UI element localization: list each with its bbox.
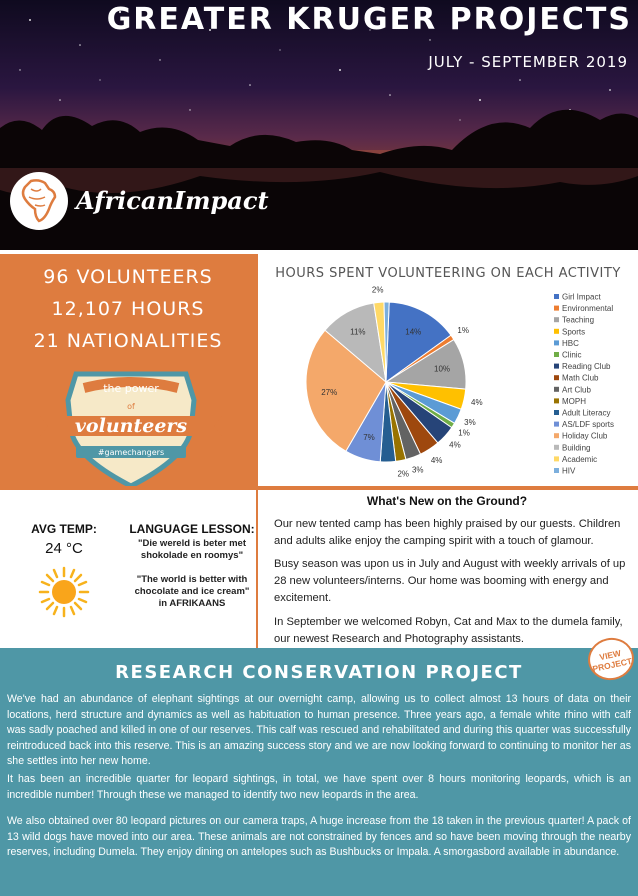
legend-label: HIV (562, 466, 576, 476)
badge-main-text: volunteers (74, 415, 188, 437)
pie-data-label: 3% (464, 418, 476, 428)
whats-new-panel (262, 490, 638, 648)
view-project-button[interactable]: VIEW PROJECT (584, 634, 638, 685)
legend-label: MOPH (562, 396, 586, 406)
legend-label: Academic (562, 454, 598, 464)
research-paragraph-1: We've had an abundance of elephant sightings at our overnight camp, allowing us to collect almost 13 hours of data on their locations, herd structure and dynamics as well as habituation to human presence. Three years ago, a female white rhino with calf was sadly poached and killed in one of our reserves. This calf was rescued and rehabilitated and during this quarter was successfully reintroduced back into this reserve. This is an amazing success story and we are now looking forward to continuing to monitor her as she settles into her new home. (7, 693, 631, 767)
pie-chart (258, 254, 638, 486)
legend-swatch (554, 387, 559, 392)
pie-data-label: 27% (321, 387, 338, 397)
legend-swatch (554, 329, 559, 334)
hero-banner (0, 0, 638, 250)
legend-label: Math Club (562, 373, 599, 383)
legend-swatch (554, 294, 559, 299)
afrikaans-phrase: "Die wereld is beter met shokolade en roomys" (138, 538, 246, 561)
news-paragraph-2: Busy season was upon us in July and August with weekly arrivals of up 28 new volunteers/interns. Our home was booming with energy and excitement. (274, 558, 626, 604)
language-panel (128, 490, 256, 648)
chart-panel (258, 254, 638, 486)
badge-of-text: of (127, 402, 135, 411)
pie-data-label: 1% (457, 326, 469, 336)
legend-swatch (554, 340, 559, 345)
africa-logo-icon (10, 172, 68, 230)
nationalities-stat: 21 NATIONALITIES (33, 330, 223, 352)
english-translation: "The world is better with chocolate and ice cream" in AFRIKAANS (134, 574, 250, 609)
pie-data-label: 2% (397, 469, 410, 479)
pie-data-label: 3% (411, 465, 424, 475)
legend-swatch (554, 422, 559, 427)
legend-swatch (554, 433, 559, 438)
legend-swatch (554, 445, 559, 450)
chart-title: HOURS SPENT VOLUNTEERING ON EACH ACTIVITY (275, 266, 621, 281)
hours-stat: 12,107 HOURS (51, 298, 205, 320)
badge-tag-text: #gamechangers (97, 448, 165, 457)
legend-swatch (554, 468, 559, 473)
legend-label: Clinic (562, 350, 582, 360)
pie-data-label: 4% (430, 456, 443, 466)
research-heading: RESEARCH CONSERVATION PROJECT (115, 662, 523, 683)
whats-new-heading: What's New on the Ground? (366, 494, 528, 508)
pie-data-label: 14% (405, 327, 422, 337)
research-paragraph-2: It has been an incredible quarter for leopard sightings, in total, we have spent over 8 hours monitoring leopards, which is an incredible number! Through these we managed to identify two new leopards in the area. (7, 773, 631, 801)
legend-swatch (554, 456, 559, 461)
legend-swatch (554, 352, 559, 357)
weather-panel (0, 490, 128, 648)
legend-label: Building (562, 443, 591, 453)
sun-icon (38, 566, 90, 618)
pie-data-label: 11% (350, 327, 366, 337)
legend-label: HBC (562, 338, 579, 348)
pie-data-label: 10% (434, 364, 451, 374)
pie-data-label: 4% (471, 398, 483, 408)
legend-label: Art Club (562, 385, 591, 395)
orange-vertical-divider (256, 254, 258, 648)
pie-data-label: 1% (458, 428, 470, 438)
legend-label: AS/LDF sports (562, 420, 615, 430)
legend-label: Holiday Club (562, 431, 608, 441)
badge-top-text: the power (103, 382, 159, 395)
language-lesson-label: LANGUAGE LESSON: (129, 522, 255, 536)
report-period: JULY - SEPTEMBER 2019 (428, 53, 628, 71)
legend-label: Reading Club (562, 362, 611, 372)
avg-temp-value: 24 °C (45, 540, 83, 557)
legend-swatch (554, 398, 559, 403)
legend-label: Sports (562, 327, 586, 337)
pie-data-label: 4% (449, 440, 461, 450)
legend-swatch (554, 410, 559, 415)
legend-swatch (554, 375, 559, 380)
avg-temp-label: AVG TEMP: (31, 522, 97, 536)
research-section (0, 648, 638, 896)
volunteers-stat: 96 VOLUNTEERS (43, 266, 213, 288)
legend-label: Teaching (562, 315, 595, 325)
news-paragraph-3: In September we welcomed Robyn, Cat and Max to the dumela family, our newest Research and Photography assistants. (274, 616, 623, 645)
legend-label: Girl Impact (562, 292, 601, 302)
legend-swatch (554, 317, 559, 322)
news-paragraph-1: Our new tented camp has been highly praised by our guests. Children and adults alike enjoy the camping spirit with a touch of glamour. (274, 518, 621, 547)
brand-logo-text: AfricanImpact (76, 186, 269, 215)
legend-label: Adult Literacy (562, 408, 611, 418)
power-of-volunteers-badge (36, 370, 226, 490)
legend-label: Environmental (562, 304, 614, 314)
legend-swatch (554, 306, 559, 311)
page-title: GREATER KRUGER PROJECTS (106, 2, 632, 37)
pie-data-label: 7% (363, 433, 375, 443)
research-paragraph-3: We also obtained over 80 leopard pictures on our camera traps, A huge increase from the 18 taken in the previous quarter! A pack of 13 wild dogs have moved into our area. These animals are not constrained by fences and so have been moving through the nearby reserves, including Dumela. They enjoy dining on antelopes such as Bushbucks or Impala. A smorgasbord available in abundance. (7, 815, 631, 858)
legend-swatch (554, 364, 559, 369)
pie-data-label: 2% (371, 285, 384, 295)
